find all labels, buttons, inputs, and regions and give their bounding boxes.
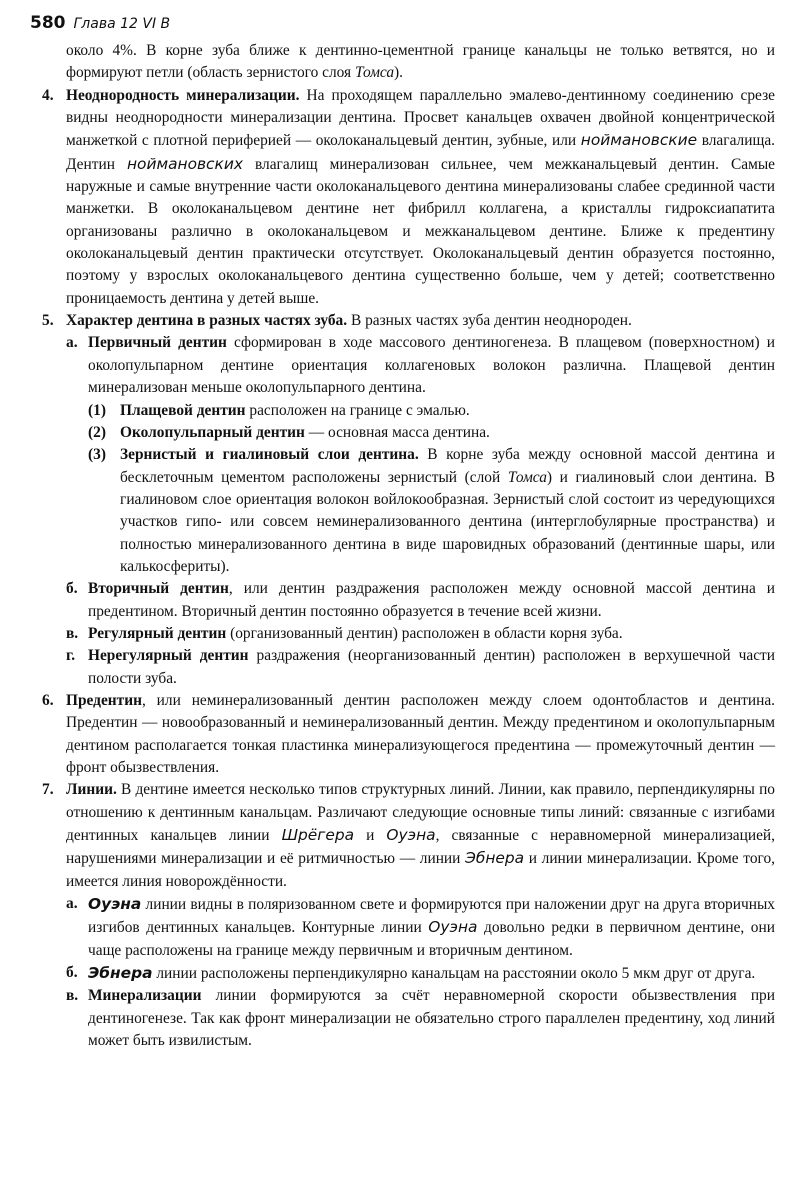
item-number: (2) [88, 423, 106, 441]
item-5a-2 [30, 422, 775, 444]
running-header [30, 12, 775, 40]
eponym-tomes: Томса [507, 468, 547, 486]
eponym-owen: Оуэна [88, 895, 142, 914]
item-number: б. [66, 580, 78, 598]
text: линии видны в поляризованном свете и формируются при наложении друг на друга вторичных изгибов дентинных канальцев. Контурные линии [88, 896, 775, 937]
item-number: 6. [42, 691, 54, 709]
eponym-owen: Оуэна [428, 918, 478, 937]
text: сформирован в ходе массового дентиногенеза. В плащевом (поверхностном) и околопульпарном дентине ориентация коллагеновых волокон различна. Плащевой дентин минерализован меньше околопульпарного дентина. [88, 334, 775, 397]
page-number: 580 [30, 13, 66, 33]
item-5a-1 [30, 400, 775, 422]
item-number: в. [66, 987, 79, 1005]
eponym-tomes: Томса [354, 64, 395, 82]
subsection-7v [30, 985, 775, 1052]
eponym-owen: Оуэна [386, 826, 436, 845]
document-body [30, 40, 775, 1052]
text: , или неминерализованный дентин расположен между слоем одонтобластов и дентина. Предентин — новообразованный и неминерализованный дентин. Между предентином и околопульпарным дентином располагается тонкая пластинка минерализующегося предентина — промежуточный дентин — фронт обызвествления. [66, 691, 775, 776]
subsection-5v [30, 623, 775, 645]
text: , связанные с неравномерной минерализацией, нарушениями минерализации и её ритмичностью — линии [66, 827, 775, 868]
eponym-ebner: Эбнера [88, 964, 153, 983]
eponym-neumann: ноймановские [580, 131, 698, 150]
text: около 4%. В корне зуба ближе к дентинно-цементной границе канальцы не только ветвятся, но и формируют петли (область зернистого слоя [66, 42, 775, 82]
text: — основная масса дентина. [304, 423, 490, 441]
subsection-title: Нерегулярный дентин [88, 647, 249, 665]
text: На проходящем параллельно эмалево-дентинному соединению срезе видны неоднородности минерализации дентина. Просвет канальцев охвачен двойной концентрической манжеткой с плотной периферией — околоканальцевый дентин, зубные, или [66, 86, 775, 150]
item-title: Околопульпарный дентин [120, 423, 305, 441]
subsection-5g [30, 645, 775, 690]
subsection-5a [30, 332, 775, 399]
eponym-schreger: Шрёгера [281, 826, 355, 845]
text: В разных частях зуба дентин неоднороден. [347, 312, 632, 330]
section-title: Неоднородность минерализации. [66, 86, 300, 104]
item-number: 4. [42, 86, 54, 104]
chapter-title: Глава 12 VI В [73, 16, 171, 32]
item-title: Зернистый и гиалиновый слои дентина. [120, 446, 419, 464]
item-number: а. [66, 895, 78, 913]
text: линии расположены перпендикулярно канальцам на расстоянии около 5 мкм друг от друга. [152, 965, 756, 983]
eponym-ebner: Эбнера [465, 849, 525, 868]
text: В дентине имеется несколько типов структурных линий. Линии, как правило, перпендикулярны по отношению к дентинным канальцам. Различают следующие основные типы линий: связанные с изгибами дентинных канальцев линии [66, 781, 775, 845]
text: раздражения (неорганизованный дентин) расположен в верхушечной части полости зуба. [88, 647, 775, 687]
eponym-neumann: ноймановских [126, 154, 243, 173]
text: линии формируются за счёт неравномерной скорости обызвествления при дентиногенезе. Так как фронт минерализации не обязательно строго параллелен предентину, ход линий может быть извилистым. [88, 987, 775, 1050]
item-number: б. [66, 964, 78, 982]
item-number: (3) [88, 446, 106, 464]
item-number: 7. [42, 781, 54, 799]
section-6 [30, 690, 775, 779]
section-title: Предентин [66, 691, 142, 709]
section-4 [30, 85, 775, 310]
text: довольно редки в первичном дентине, они чаще расположены на границе между первичным и вторичным дентином. [88, 919, 775, 959]
text: ) и гиалиновый слои дентина. В гиалиновом слое ориентация волокон войлокообразная. Зернистый слой состоит из чередующихся участков гипо- или совсем неминерализованного дентина (интерглобулярные пространства) и полностью минерализованного дентина в виде шаровидных образований (дентинные шары, или калькосфериты). [120, 468, 775, 575]
section-title: Характер дентина в разных частях зуба. [66, 312, 348, 330]
subsection-7b [30, 962, 775, 985]
subsection-title: Вторичный дентин [88, 580, 229, 598]
section-title: Линии. [66, 781, 117, 799]
text: , или дентин раздражения расположен между основной массой дентина и предентином. Вторичный дентин постоянно образуется в течение всей жизни. [88, 580, 775, 620]
subsection-5b [30, 578, 775, 623]
section-5 [30, 310, 775, 332]
item-title: Плащевой дентин [120, 401, 246, 419]
intro-paragraph [30, 40, 775, 85]
section-7 [30, 779, 775, 893]
text: ). [394, 64, 404, 82]
subsection-7a [30, 893, 775, 962]
text: и линии минерализации. Кроме того, имеется линия новорождённости. [66, 850, 775, 890]
item-number: а. [66, 334, 78, 352]
text: и [354, 827, 387, 845]
item-number: г. [66, 647, 76, 665]
subsection-title: Минерализации [88, 987, 202, 1005]
item-number: (1) [88, 401, 106, 419]
subsection-title: Регулярный дентин [88, 624, 227, 642]
item-number: 5. [42, 312, 54, 330]
text: расположен на границе с эмалью. [245, 401, 470, 419]
item-number: в. [66, 624, 79, 642]
text: (организованный дентин) расположен в области корня зуба. [226, 624, 623, 642]
text: влагалищ минерализован сильнее, чем межканальцевый дентин. Самые наружные и самые внутренние части околоканальцевого дентина минерализованы слабее срединной части манжетки. В околоканальцевом дентине нет фибрилл коллагена, а кристаллы гидроксиапатита организованы различно в околоканальцевом и межканальцевом дентине. Ближе к предентину околоканальцевый дентин практически отсутствует. Околоканальцевый дентин образуется постоянно, поэтому у взрослых околоканальцевого дентина существенно больше, чем у детей; соответственно проницаемость дентина у детей выше. [66, 155, 775, 307]
item-5a-3 [30, 444, 775, 578]
text: влагалища. Дентин [66, 132, 775, 173]
text: В корне зуба между основной массой дентина и бесклеточным цементом расположены зернистый (слой [120, 446, 775, 486]
subsection-title: Первичный дентин [88, 334, 227, 352]
